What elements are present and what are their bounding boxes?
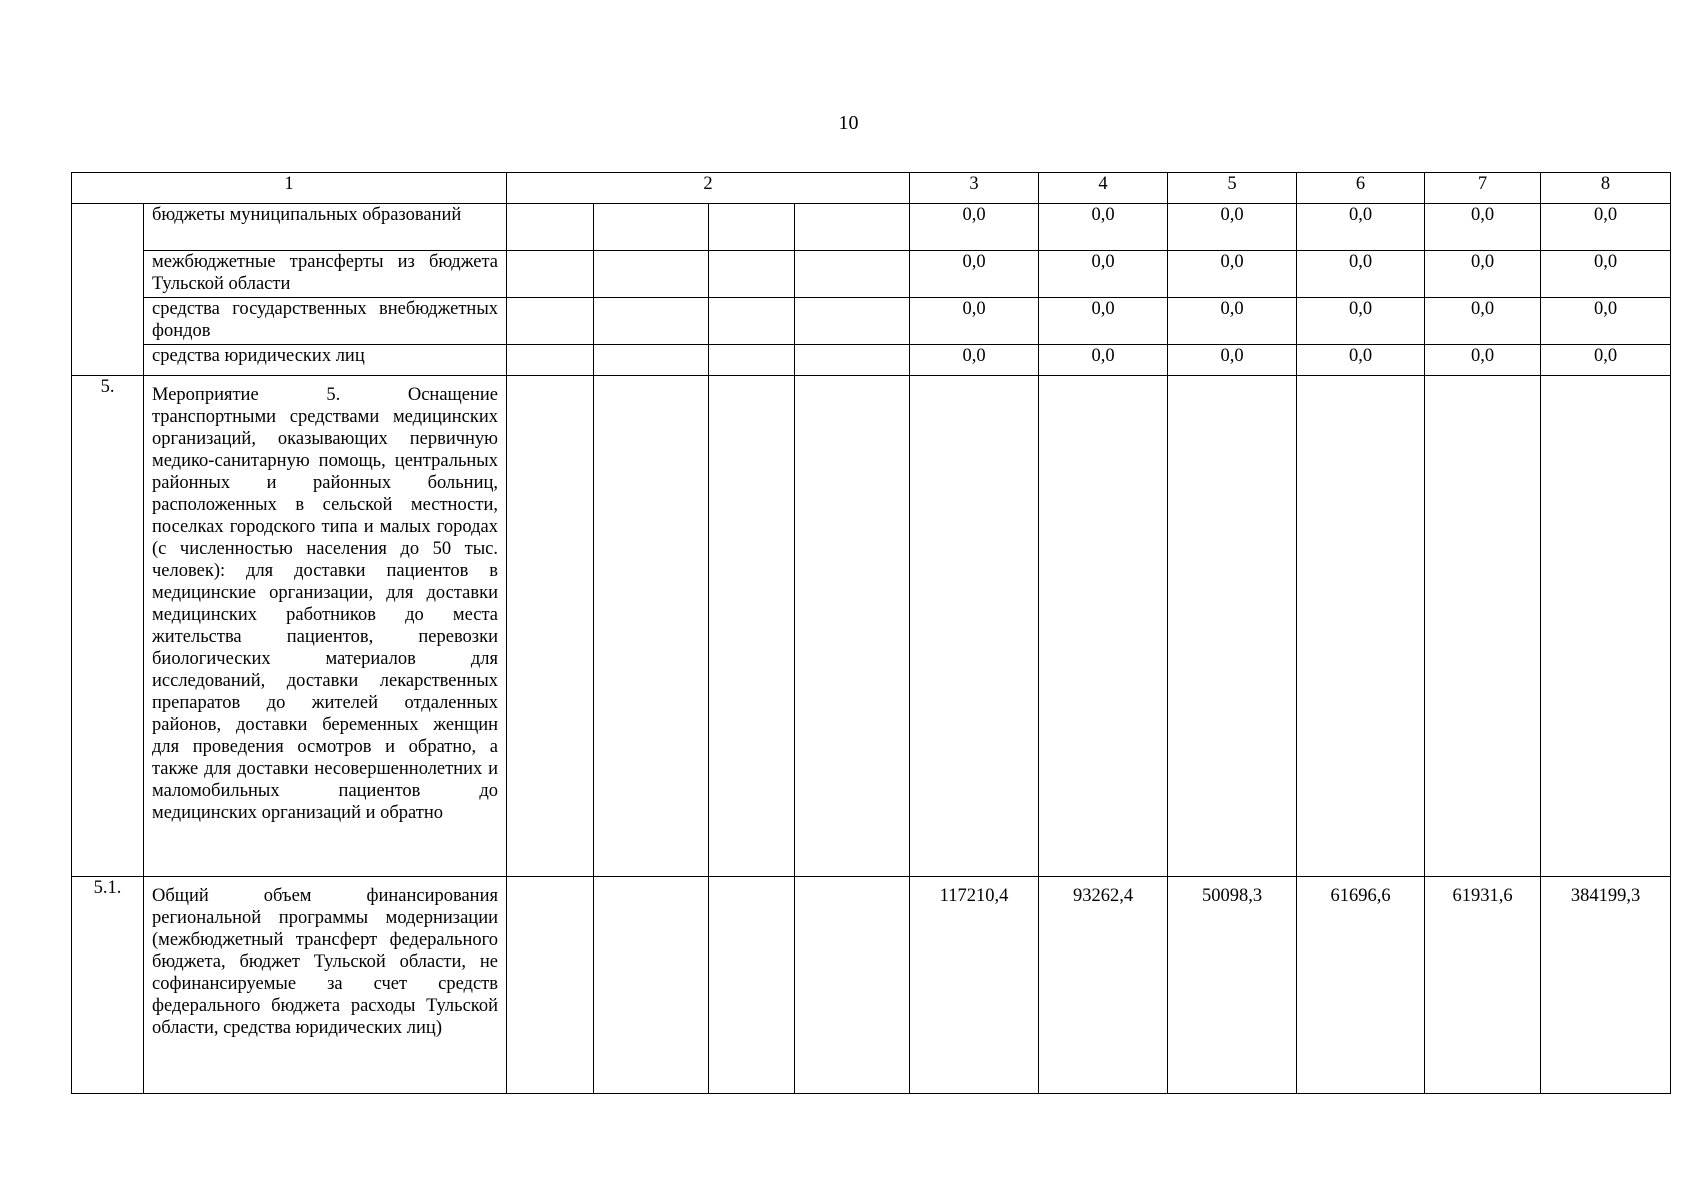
empty-cell bbox=[709, 204, 795, 251]
value-cell: 0,0 bbox=[910, 298, 1039, 345]
empty-cell bbox=[594, 298, 709, 345]
empty-cell bbox=[709, 877, 795, 1094]
row-number: 5.1. bbox=[72, 877, 144, 1094]
value-cell: 0,0 bbox=[1541, 345, 1671, 376]
row-description: Мероприятие 5. Оснащение транспортными средствами медицинских организаций, оказывающих первичную медико-санитарную помощь, центральных районных и районных больниц, расположенных в сельской местности, поселках городского типа и малых городах (с численностью населения до 50 тыс. человек): для доставки пациентов в медицинские организации, для доставки медицинских работников до места жительства пациентов, перевозки биологических материалов для исследований, доставки лекарственных препаратов до жителей отдаленных районов, доставки беременных женщин для проведения осмотров и обратно, а также для доставки несовершеннолетних и маломобильных пациентов до медицинских организаций и обратно bbox=[144, 376, 507, 877]
value-cell: 384199,3 bbox=[1541, 877, 1671, 1094]
empty-cell bbox=[594, 204, 709, 251]
table-row bbox=[72, 345, 1671, 376]
empty-cell bbox=[795, 376, 910, 877]
value-cell: 117210,4 bbox=[910, 877, 1039, 1094]
empty-cell bbox=[594, 251, 709, 298]
header-col-2: 2 bbox=[507, 173, 910, 204]
table-row bbox=[72, 298, 1671, 345]
value-cell: 0,0 bbox=[1425, 251, 1541, 298]
empty-cell bbox=[795, 298, 910, 345]
empty-cell bbox=[507, 251, 594, 298]
row-number bbox=[72, 204, 144, 251]
header-col-3: 3 bbox=[910, 173, 1039, 204]
value-cell: 61696,6 bbox=[1297, 877, 1425, 1094]
value-cell bbox=[1297, 376, 1425, 877]
value-cell: 0,0 bbox=[1168, 298, 1297, 345]
value-cell: 0,0 bbox=[1541, 251, 1671, 298]
empty-cell bbox=[594, 376, 709, 877]
value-cell: 61931,6 bbox=[1425, 877, 1541, 1094]
value-cell: 0,0 bbox=[910, 345, 1039, 376]
empty-cell bbox=[795, 345, 910, 376]
header-col-7: 7 bbox=[1425, 173, 1541, 204]
header-col-8: 8 bbox=[1541, 173, 1671, 204]
value-cell: 0,0 bbox=[1297, 251, 1425, 298]
empty-cell bbox=[709, 251, 795, 298]
table-row bbox=[72, 376, 1671, 877]
row-description: средства государственных внебюджетных фондов bbox=[144, 298, 507, 345]
empty-cell bbox=[507, 376, 594, 877]
empty-cell bbox=[709, 298, 795, 345]
header-col-6: 6 bbox=[1297, 173, 1425, 204]
row-description: бюджеты муниципальных образований bbox=[144, 204, 507, 251]
empty-cell bbox=[795, 204, 910, 251]
header-col-1: 1 bbox=[72, 173, 507, 204]
table-row bbox=[72, 251, 1671, 298]
value-cell bbox=[1168, 376, 1297, 877]
value-cell: 0,0 bbox=[1425, 345, 1541, 376]
value-cell: 0,0 bbox=[1541, 204, 1671, 251]
value-cell: 0,0 bbox=[1039, 251, 1168, 298]
row-description: средства юридических лиц bbox=[144, 345, 507, 376]
value-cell: 0,0 bbox=[1168, 251, 1297, 298]
header-col-5: 5 bbox=[1168, 173, 1297, 204]
financing-table bbox=[71, 172, 1671, 1094]
empty-cell bbox=[507, 204, 594, 251]
table-row bbox=[72, 204, 1671, 251]
value-cell bbox=[1425, 376, 1541, 877]
value-cell bbox=[1541, 376, 1671, 877]
value-cell: 50098,3 bbox=[1168, 877, 1297, 1094]
value-cell: 0,0 bbox=[1039, 345, 1168, 376]
empty-cell bbox=[507, 298, 594, 345]
value-cell: 0,0 bbox=[1039, 298, 1168, 345]
value-cell: 0,0 bbox=[1039, 204, 1168, 251]
value-cell: 0,0 bbox=[1425, 298, 1541, 345]
value-cell: 93262,4 bbox=[1039, 877, 1168, 1094]
empty-cell bbox=[594, 877, 709, 1094]
header-row bbox=[72, 173, 1671, 204]
value-cell: 0,0 bbox=[1168, 345, 1297, 376]
empty-cell bbox=[594, 345, 709, 376]
value-cell: 0,0 bbox=[1168, 204, 1297, 251]
row-number bbox=[72, 345, 144, 376]
row-number bbox=[72, 298, 144, 345]
value-cell: 0,0 bbox=[1541, 298, 1671, 345]
value-cell bbox=[910, 376, 1039, 877]
empty-cell bbox=[709, 376, 795, 877]
value-cell: 0,0 bbox=[1297, 345, 1425, 376]
row-description: межбюджетные трансферты из бюджета Тульской области bbox=[144, 251, 507, 298]
table-row bbox=[72, 877, 1671, 1094]
empty-cell bbox=[507, 345, 594, 376]
value-cell: 0,0 bbox=[1297, 298, 1425, 345]
row-number: 5. bbox=[72, 376, 144, 877]
header-col-4: 4 bbox=[1039, 173, 1168, 204]
value-cell: 0,0 bbox=[1297, 204, 1425, 251]
empty-cell bbox=[709, 345, 795, 376]
empty-cell bbox=[795, 877, 910, 1094]
row-number bbox=[72, 251, 144, 298]
value-cell: 0,0 bbox=[910, 204, 1039, 251]
value-cell: 0,0 bbox=[910, 251, 1039, 298]
empty-cell bbox=[507, 877, 594, 1094]
page-number: 10 bbox=[838, 112, 859, 134]
row-description: Общий объем финансирования региональной программы модернизации (межбюджетный трансферт федерального бюджета, бюджет Тульской области, не софинансируемые за счет средств федерального бюджета расходы Тульской области, средства юридических лиц) bbox=[144, 877, 507, 1094]
empty-cell bbox=[795, 251, 910, 298]
value-cell: 0,0 bbox=[1425, 204, 1541, 251]
value-cell bbox=[1039, 376, 1168, 877]
